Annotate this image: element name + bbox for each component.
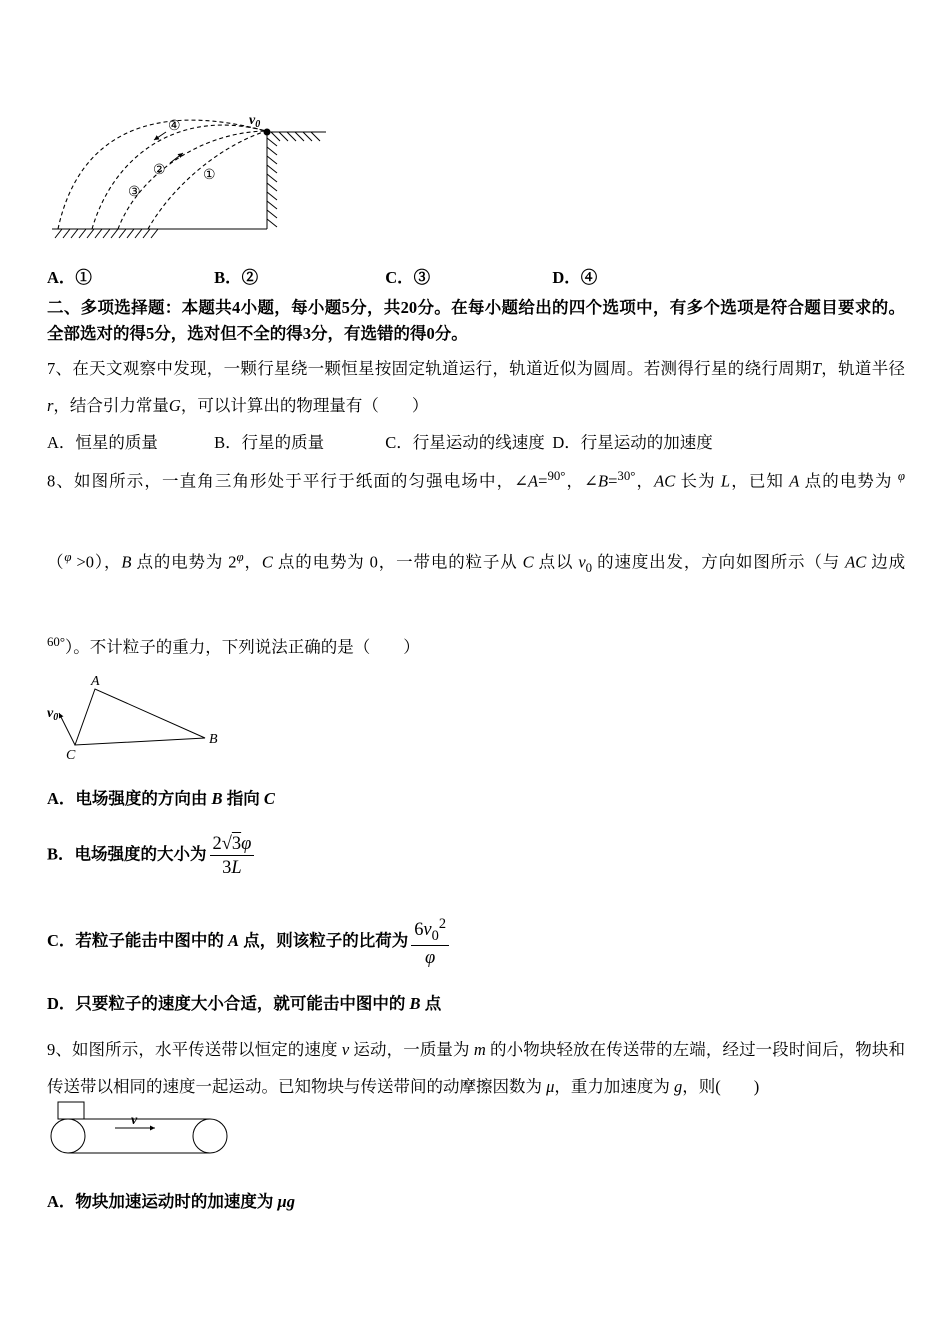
triangle-outline (75, 689, 205, 745)
figure-projectile-trajectories (50, 106, 385, 241)
trajectory-label-2: ② (153, 163, 166, 178)
q8-option-B-fraction (210, 832, 255, 879)
section2-header (47, 295, 905, 347)
fraction-denominator: φ (425, 946, 436, 967)
trajectory-label-3: ③ (128, 185, 141, 200)
right-pulley (193, 1119, 227, 1153)
q7-stem-line1: 7、在天文观察中发现，一颗行星绕一颗恒星按固定轨道运行，轨道近似为圆周。若测得行星的绕行周期T，轨道半径 (47, 359, 906, 378)
q8-option-B-text: B．电场强度的大小为 (47, 844, 207, 864)
ground-hatch (55, 229, 158, 238)
fraction-denominator: 3L (222, 856, 242, 877)
figure-conveyor-belt (47, 1101, 257, 1159)
section2-header-line2: 全部选对的得5分，选对但不全的得3分，有选错的得0分。 (47, 324, 468, 343)
q7-options-row (47, 424, 905, 461)
q8-option-B (47, 832, 905, 879)
question8-stem (47, 461, 905, 663)
q6-option-D: D．④ (552, 268, 598, 287)
q8-stem-line3: $^{60^\circ}$）。不计粒子的重力，下列说法正确的是（ ） (47, 635, 420, 657)
question7 (47, 350, 905, 461)
ledge-hatch (271, 132, 320, 141)
vertex-C-label: C (66, 747, 76, 763)
section2-header-line1: 二、多项选择题：本题共4小题，每小题5分，共20分。在每小题给出的四个选项中，有多个选项是符合题目要求的。 (47, 298, 905, 317)
q6-option-A: A．① (47, 268, 92, 287)
v0-vector-arrow (59, 713, 75, 745)
label2-pointer-arrow (170, 153, 183, 163)
trajectory-curve-3 (118, 131, 266, 229)
fraction-numerator: $6v_0^2$ (411, 915, 449, 946)
v0-subscript: 0 (255, 119, 261, 130)
q8-option-C-text: C．若粒子能击中图中的 A 点，则该粒子的比荷为 (47, 930, 409, 950)
belt-velocity-label: v (131, 1112, 138, 1128)
q8-option-D: D．只要粒子的速度大小合适，就可能击中图中的 B 点 (47, 993, 442, 1013)
v0-symbol: v (249, 113, 256, 128)
v0-velocity-label (47, 706, 58, 723)
trajectory-label-4: ④ (168, 119, 181, 134)
vertex-A-label: A (91, 674, 100, 689)
q8-option-C-fraction (411, 915, 449, 969)
vertex-B-label: B (209, 731, 218, 747)
trajectory-figure-svg (50, 106, 385, 241)
block-on-belt (58, 1102, 84, 1119)
fraction-numerator: 2√3φ (210, 832, 255, 856)
q9-stem-line2: 传送带以相同的速度一起运动。已知物块与传送带间的动摩擦因数为 μ，重力加速度为 g，则( ) (47, 1076, 760, 1096)
q6-option-C: C．③ (385, 268, 431, 287)
q7-option-C: C．行星运动的线速度 (385, 433, 545, 452)
question6-options-row (47, 267, 905, 289)
v0-velocity-label (249, 113, 260, 130)
trajectory-label-1: ① (203, 168, 216, 183)
q7-stem-line2: r，结合引力常量G，可以计算出的物理量有（ ） (47, 396, 429, 415)
launch-point-dot (264, 129, 271, 136)
q7-option-A: A．恒星的质量 (47, 433, 158, 452)
q8-option-C (47, 915, 905, 969)
v0-subscript: 0 (53, 711, 59, 723)
q8-option-A: A．电场强度的方向由 B 指向 C (47, 788, 275, 808)
conveyor-figure-svg (47, 1101, 257, 1159)
wall-hatch (267, 138, 277, 227)
left-pulley (51, 1119, 85, 1153)
q6-option-B: B．② (214, 268, 259, 287)
question9-stem (47, 1031, 905, 1105)
q9-option-A: A．物块加速运动时的加速度为 μg (47, 1191, 295, 1211)
figure-triangle-field (47, 675, 237, 770)
q9-stem-line1: 9、如图所示，水平传送带以恒定的速度 v 运动，一质量为 m 的小物块轻放在传送带的左端，经过一段时间后，物块和 (47, 1039, 906, 1059)
q8-stem-line2: （$^\varphi$ >0），B 点的电势为 $2^\varphi$，C 点的电势为 0，一带电的粒子从 C 点以 $v_0$ 的速度出发，方向如图所示（与 AC 边成 (47, 549, 906, 575)
q7-option-B: B．行星的质量 (214, 433, 325, 452)
triangle-figure-svg (47, 675, 237, 770)
trajectory-curve-2 (92, 125, 266, 229)
q8-stem-line1: 8、如图所示，一直角三角形处于平行于纸面的匀强电场中，∠A=$^{90^\circ}$，∠B=$^{30^\circ}$，AC 长为 L，已知 A 点的电势为 $^\varphi$ (47, 469, 906, 491)
q7-option-D: D．行星运动的加速度 (552, 433, 713, 452)
v0-symbol: v (47, 705, 54, 721)
